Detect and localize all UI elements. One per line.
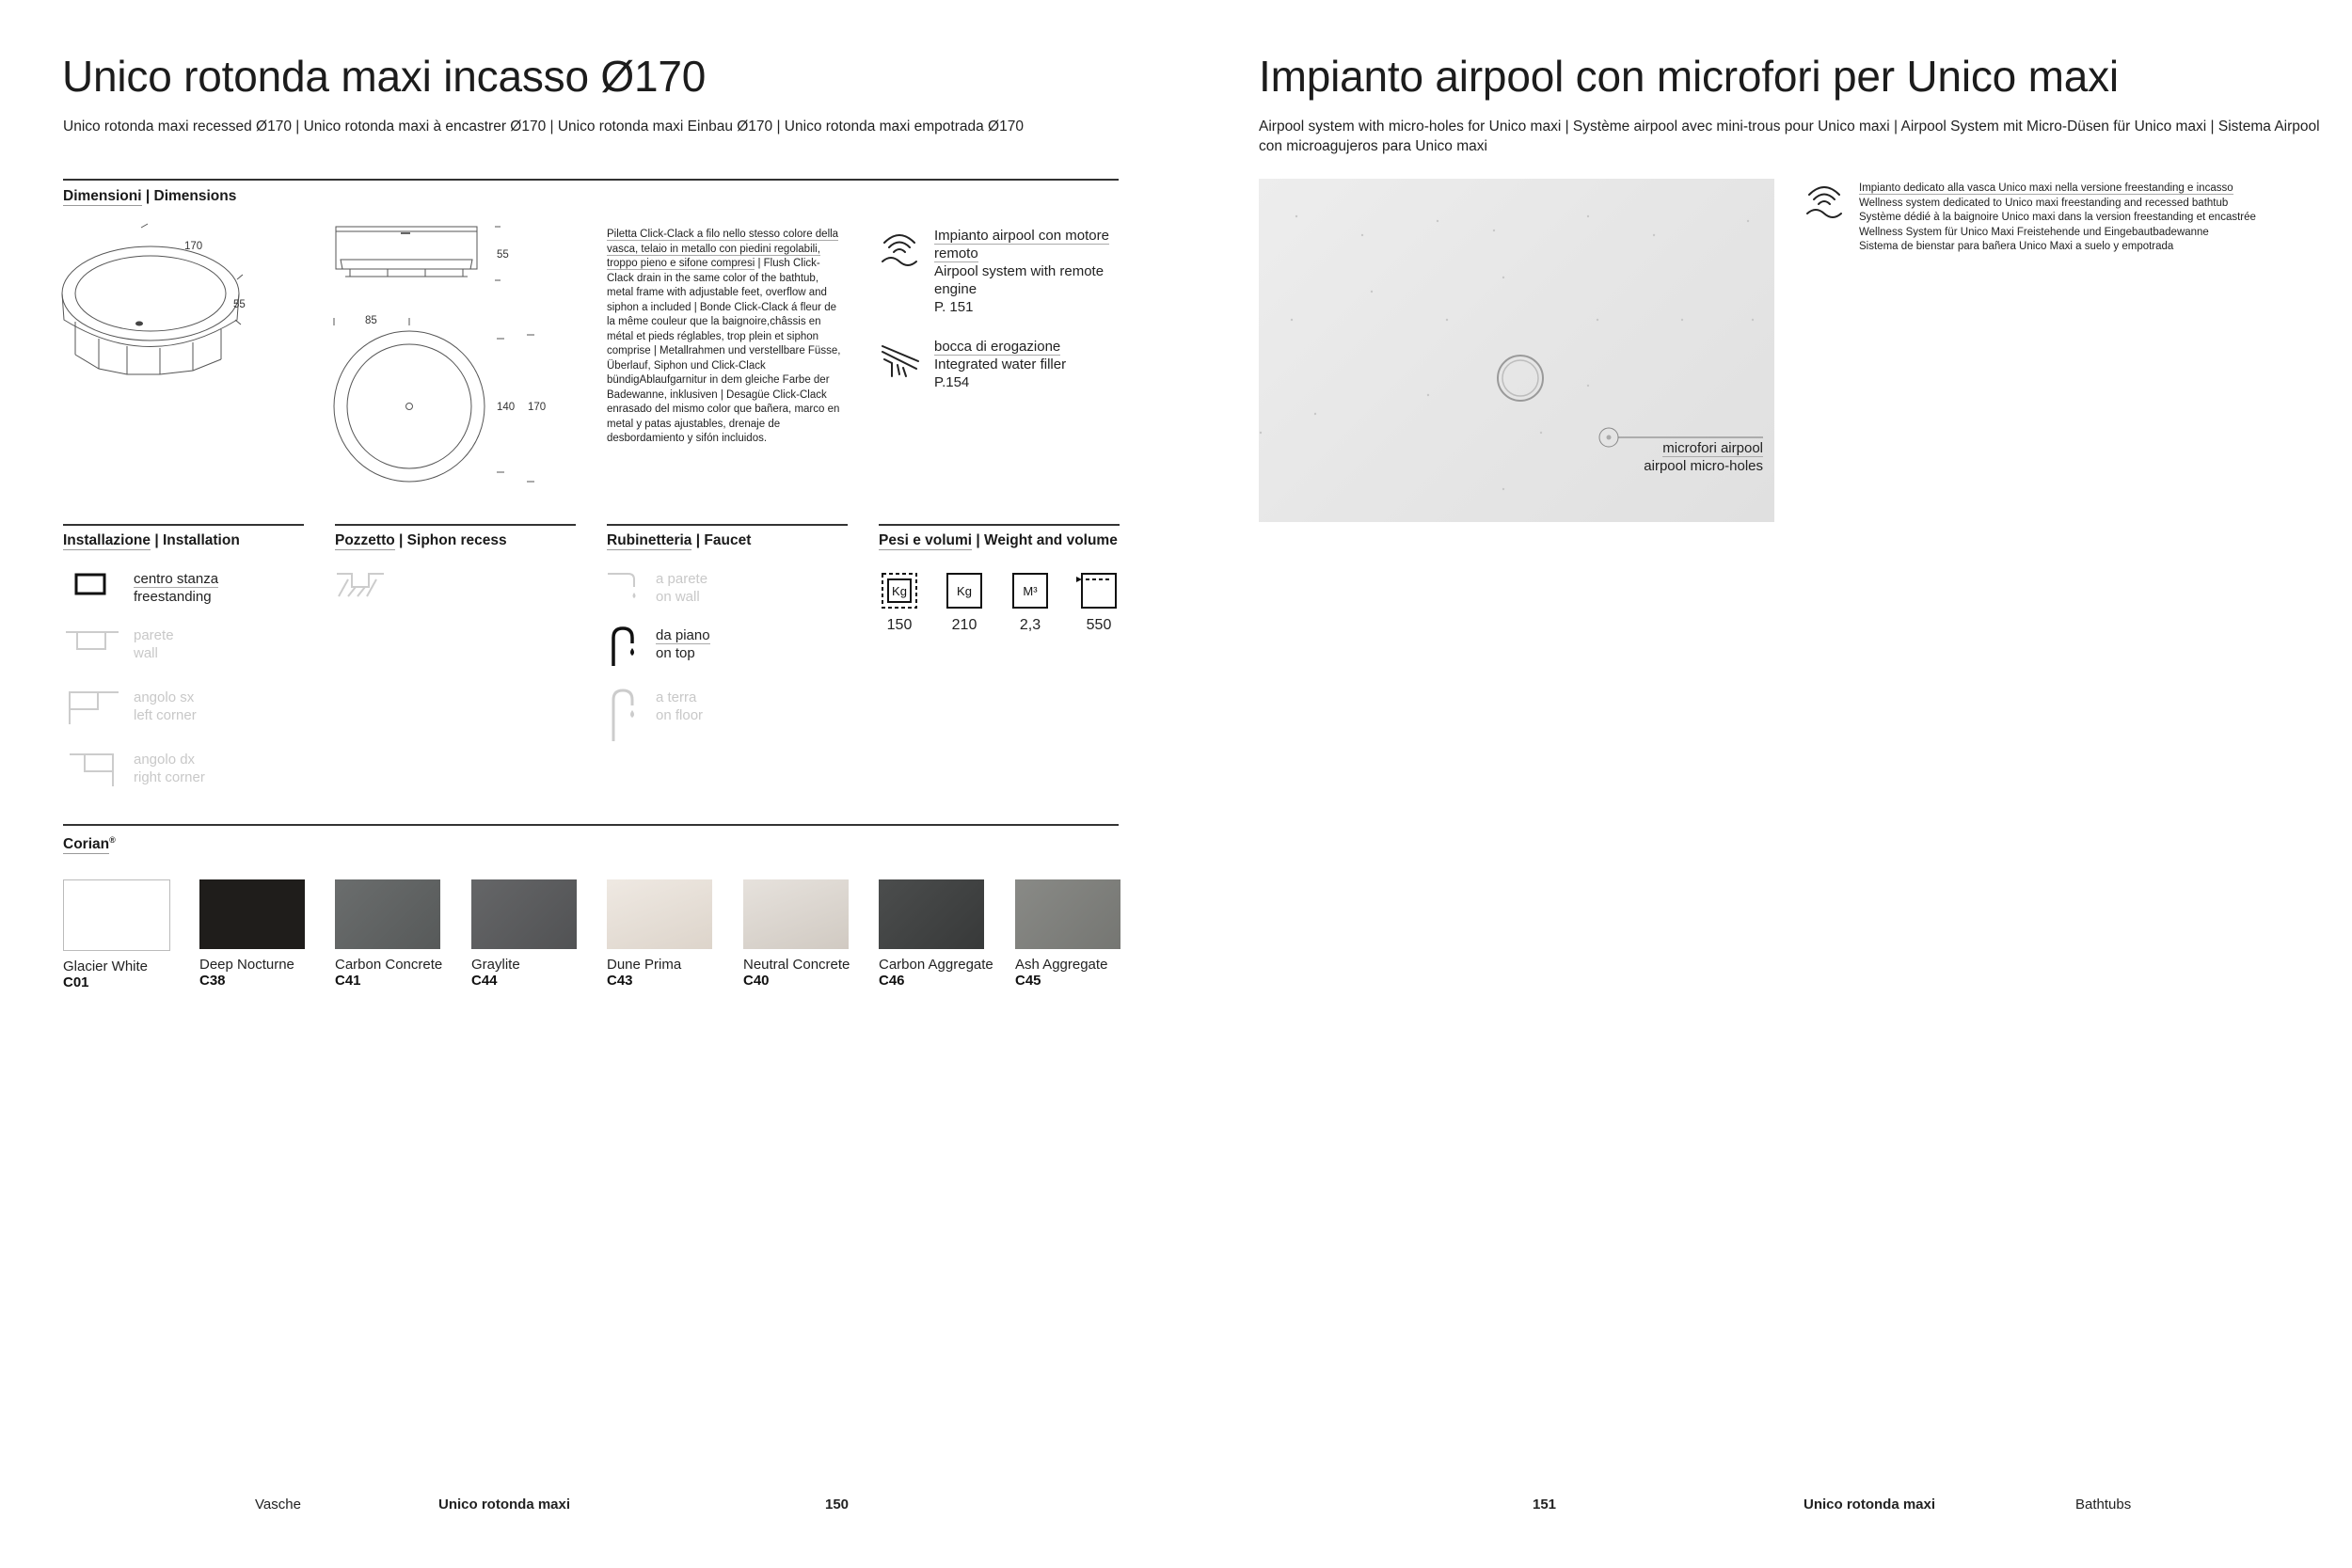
swatch-name: Dune Prima [607, 957, 682, 973]
net-weight-value: 150 [886, 617, 913, 633]
right-page-title: Impianto airpool con microfori per Unico maxi [1259, 52, 2119, 101]
siphon-recess-icon [335, 570, 386, 600]
swatch-code: C01 [63, 974, 89, 990]
divider [63, 524, 304, 526]
corian-swatch [199, 879, 305, 989]
wall-faucet-icon [604, 570, 642, 608]
swatch-code: C46 [879, 973, 905, 989]
corian-swatch [607, 879, 712, 989]
divider [63, 824, 1119, 826]
footer-page-number: 151 [1533, 1497, 1557, 1513]
swatch-name: Graylite [471, 957, 520, 973]
installation-label: Installazione | Installation [63, 532, 240, 548]
bathtub-side-drawing [331, 222, 501, 288]
divider [607, 524, 848, 526]
dimension-label: 55 [497, 249, 509, 261]
swatch-name: Carbon Concrete [335, 957, 443, 973]
corian-swatch [335, 879, 443, 989]
swatch-color [607, 879, 712, 949]
right-page-subtitle: Airpool system with micro-holes for Unico maxi | Système airpool avec mini-trous pour Unico maxi | Airpool System mit Micro-Düsen für Unico maxi | Sistema Airpool con microagujeros para Unico maxi [1259, 119, 2320, 154]
water-filler-option: bocca di erogazione Integrated water filler P.154 [934, 339, 1067, 390]
faucet-on-floor: a terra on floor [656, 689, 704, 723]
corian-swatch [1015, 879, 1120, 989]
divider [335, 524, 576, 526]
airpool-description: Impianto dedicato alla vasca Unico maxi nella versione freestanding e incasso Wellness system dedicated to Unico maxi freestanding and recessed bathtub Système dédié à la baignoire Unico maxi dans la version freestanding et encastrée Wellness System für Unico Maxi Freistehende und Eingebautbadewanne Sistema de bienstar para bañera Unico Maxi a suelo y empotrada [1859, 182, 2256, 252]
swatch-name: Glacier White [63, 958, 149, 974]
volume-value: 2,3 [1019, 617, 1041, 633]
swatch-color [1015, 879, 1120, 949]
footer-section: Bathtubs [2075, 1497, 2132, 1513]
weight-icon-text: Kg [957, 584, 972, 598]
installation-right-corner: angolo dx right corner [134, 752, 205, 785]
dimension-label: 170 [184, 241, 203, 252]
top-faucet-icon [604, 625, 642, 668]
capacity-icon [1076, 572, 1118, 610]
installation-wall: parete wall [134, 627, 174, 661]
right-corner-icon [66, 751, 122, 788]
gross-weight-icon [946, 572, 983, 610]
photo-label: microfori airpool airpool micro-holes [1644, 440, 1763, 474]
footer-section: Vasche [255, 1497, 301, 1513]
bathtub-perspective-drawing [56, 218, 254, 378]
installation-freestanding: centro stanza freestanding [134, 571, 219, 605]
swatch-code: C45 [1015, 973, 1041, 989]
siphon-recess-label: Pozzetto | Siphon recess [335, 532, 507, 548]
volume-icon [1011, 572, 1049, 610]
swatch-code: C43 [607, 973, 633, 989]
left-page-title: Unico rotonda maxi incasso Ø170 [62, 52, 707, 101]
swatch-color [743, 879, 849, 949]
corian-swatch [879, 879, 993, 989]
swatch-code: C38 [199, 973, 226, 989]
capacity-value: 550 [1086, 617, 1112, 633]
dimension-label: 85 [365, 315, 377, 326]
swatch-code: C44 [471, 973, 498, 989]
swatch-color [63, 879, 170, 951]
volume-icon-text: M³ [1023, 584, 1038, 598]
swatch-code: C41 [335, 973, 361, 989]
corian-swatch [63, 879, 168, 990]
swatch-code: C40 [743, 973, 770, 989]
swatch-name: Ash Aggregate [1015, 957, 1108, 973]
net-weight-icon [881, 572, 918, 610]
corian-label: Corian® [63, 835, 116, 853]
faucet-on-wall: a parete on wall [656, 571, 708, 605]
faucet-on-top: da piano on top [656, 627, 710, 661]
swatch-color [335, 879, 440, 949]
footer-product: Unico rotonda maxi [438, 1497, 571, 1513]
divider [63, 179, 1119, 181]
corian-swatch [471, 879, 577, 989]
wall-icon [64, 628, 120, 657]
divider [879, 524, 1120, 526]
swatch-name: Deep Nocturne [199, 957, 294, 973]
weight-volume-label: Pesi e volumi | Weight and volume [879, 532, 1118, 548]
dimension-label: 140 [497, 402, 516, 413]
airpool-icon [1804, 182, 1845, 219]
airpool-option: Impianto airpool con motore remoto Airpool system with remote engine P. 151 [934, 228, 1109, 315]
airpool-photo [1259, 179, 1774, 522]
freestanding-icon [73, 572, 107, 596]
swatch-color [199, 879, 305, 949]
swatch-name: Carbon Aggregate [879, 957, 993, 973]
corian-swatch [743, 879, 850, 989]
installation-left-corner: angolo sx left corner [134, 689, 197, 723]
swatch-color [471, 879, 577, 949]
airpool-icon [879, 230, 920, 267]
water-filler-icon [879, 341, 922, 378]
dimensions-label: Dimensioni | Dimensions [63, 188, 237, 204]
weight-icon-text: Kg [892, 584, 907, 598]
left-page-subtitle: Unico rotonda maxi recessed Ø170 | Unico rotonda maxi à encastrer Ø170 | Unico rotonda maxi Einbau Ø170 | Unico rotonda maxi empotrada Ø170 [63, 119, 1024, 135]
dimension-label: 55 [233, 299, 246, 310]
gross-weight-value: 210 [951, 617, 977, 633]
swatch-name: Neutral Concrete [743, 957, 850, 973]
left-corner-icon [66, 689, 122, 726]
faucet-label: Rubinetteria | Faucet [607, 532, 752, 548]
swatch-color [879, 879, 984, 949]
footer-page-number: 150 [825, 1497, 850, 1513]
dimension-label: 170 [528, 402, 547, 413]
floor-faucet-icon [604, 687, 642, 743]
footer-product: Unico rotonda maxi [1804, 1497, 1936, 1513]
drain-description: Piletta Click-Clack a filo nello stesso colore della vasca, telaio in metallo con piedini regolabili, troppo pieno e sifone compresi | Flush Click-Clack drain in the same color of the bathtub, metal frame with adjustable feet, overflow and siphon a included | Bonde Click-Clack á fleur de la même couleur que la baignoire,châssis en métal et pieds réglables, trop plein et siphon comprise | Metallrahmen und verstellbare Füsse, Überlauf, Siphon und Click-Clack bündigAblaufgarnitur in dem gleiche Farbe der Badewanne, inklusiven | Desagüe Click-Clack enrasado del mismo color que bañera, marco en metal y patas ajustables, drenaje de desbordamiento y sifón incluidos. [607, 229, 841, 444]
